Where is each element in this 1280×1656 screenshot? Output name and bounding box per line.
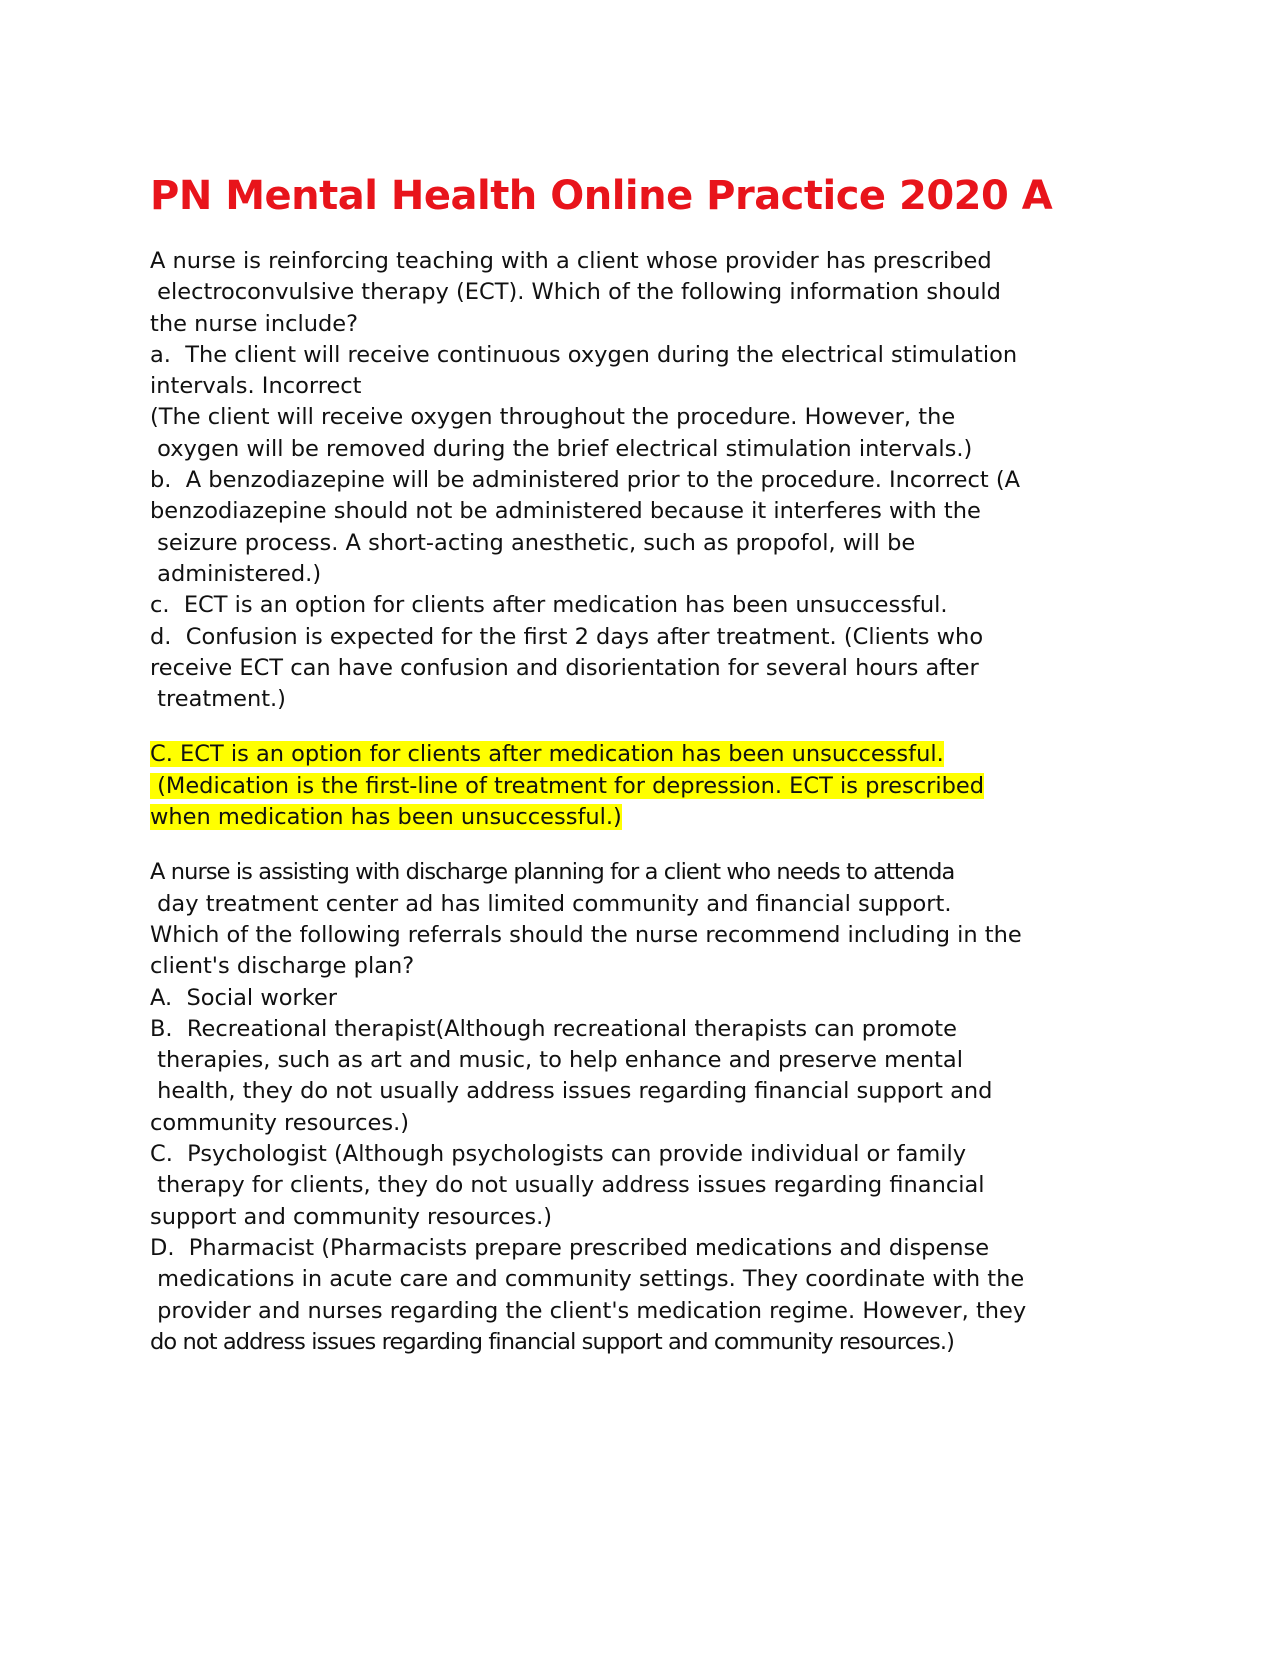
q1-option-c: c. ECT is an option for clients after medication has been unsuccessful. [150, 592, 948, 619]
answer-line: (Medication is the first-line of treatment for depression. ECT is prescribed [150, 772, 984, 799]
spacer [150, 833, 1110, 857]
answer-line: C. ECT is an option for clients after medication has been unsuccessful. [150, 741, 944, 768]
q2-line: health, they do not usually address issues regarding financial support and [150, 1078, 993, 1105]
q1-line: electroconvulsive therapy (ECT). Which of the following information should [150, 279, 1001, 306]
q1-line: administered.) [150, 560, 322, 587]
q2-option-c: C. Psychologist (Although psychologists can provide individual or family [150, 1141, 967, 1168]
q2-option-d: D. Pharmacist (Pharmacists prepare prescribed medications and dispense [150, 1234, 990, 1261]
spacer [150, 715, 1110, 739]
q1-option-d: d. Confusion is expected for the first 2 days after treatment. (Clients who [150, 623, 984, 650]
q2-option-b: B. Recreational therapist(Although recreational therapists can promote [150, 1015, 957, 1042]
q2-line: therapy for clients, they do not usually address issues regarding financial [150, 1172, 985, 1199]
q1-line: intervals. Incorrect [150, 373, 362, 400]
q2-line: do not address issues regarding financial support and community resources.) [150, 1328, 954, 1355]
q1-line: oxygen will be removed during the brief electrical stimulation intervals.) [150, 435, 973, 462]
q1-line: (The client will receive oxygen throughout the procedure. However, the [150, 404, 956, 431]
q1-line: seizure process. A short-acting anesthetic, such as propofol, will be [150, 529, 916, 556]
q1-line: benzodiazepine should not be administered because it interferes with the [150, 498, 981, 525]
q2-line: community resources.) [150, 1109, 410, 1136]
q2-line: provider and nurses regarding the client's medication regime. However, they [150, 1297, 1027, 1324]
q1-line: receive ECT can have confusion and disorientation for several hours after [150, 654, 979, 681]
q1-option-b: b. A benzodiazepine will be administered prior to the procedure. Incorrect (A [150, 467, 1020, 494]
question-2 [150, 857, 1110, 1358]
q1-line: A nurse is reinforcing teaching with a client whose provider has prescribed [150, 248, 992, 274]
q2-line: client's discharge plan? [150, 953, 415, 980]
answer-line: when medication has been unsuccessful.) [150, 804, 622, 831]
q1-line: the nurse include? [150, 310, 359, 337]
q2-line: support and community resources.) [150, 1203, 553, 1230]
question-1 [150, 246, 1110, 715]
q2-option-a: A. Social worker [150, 984, 338, 1011]
answer-line-wrap [150, 802, 1110, 833]
document-page [150, 168, 1110, 1358]
q1-option-a: a. The client will receive continuous oxygen during the electrical stimulation [150, 341, 1018, 368]
q1-line: treatment.) [150, 686, 286, 713]
q2-line: therapies, such as art and music, to help enhance and preserve mental [150, 1047, 963, 1074]
q2-line: day treatment center ad has limited community and financial support. [150, 890, 952, 917]
document-title: PN Mental Health Online Practice 2020 A [150, 173, 1053, 219]
q1-answer-highlight [150, 739, 1110, 833]
answer-line-wrap [150, 739, 1110, 770]
q2-line: A nurse is assisting with discharge planning for a client who needs to attenda [150, 859, 955, 886]
q2-line: Which of the following referrals should the nurse recommend including in the [150, 921, 1022, 948]
answer-line-wrap [150, 771, 1110, 802]
q2-line: medications in acute care and community settings. They coordinate with the [150, 1266, 1025, 1293]
